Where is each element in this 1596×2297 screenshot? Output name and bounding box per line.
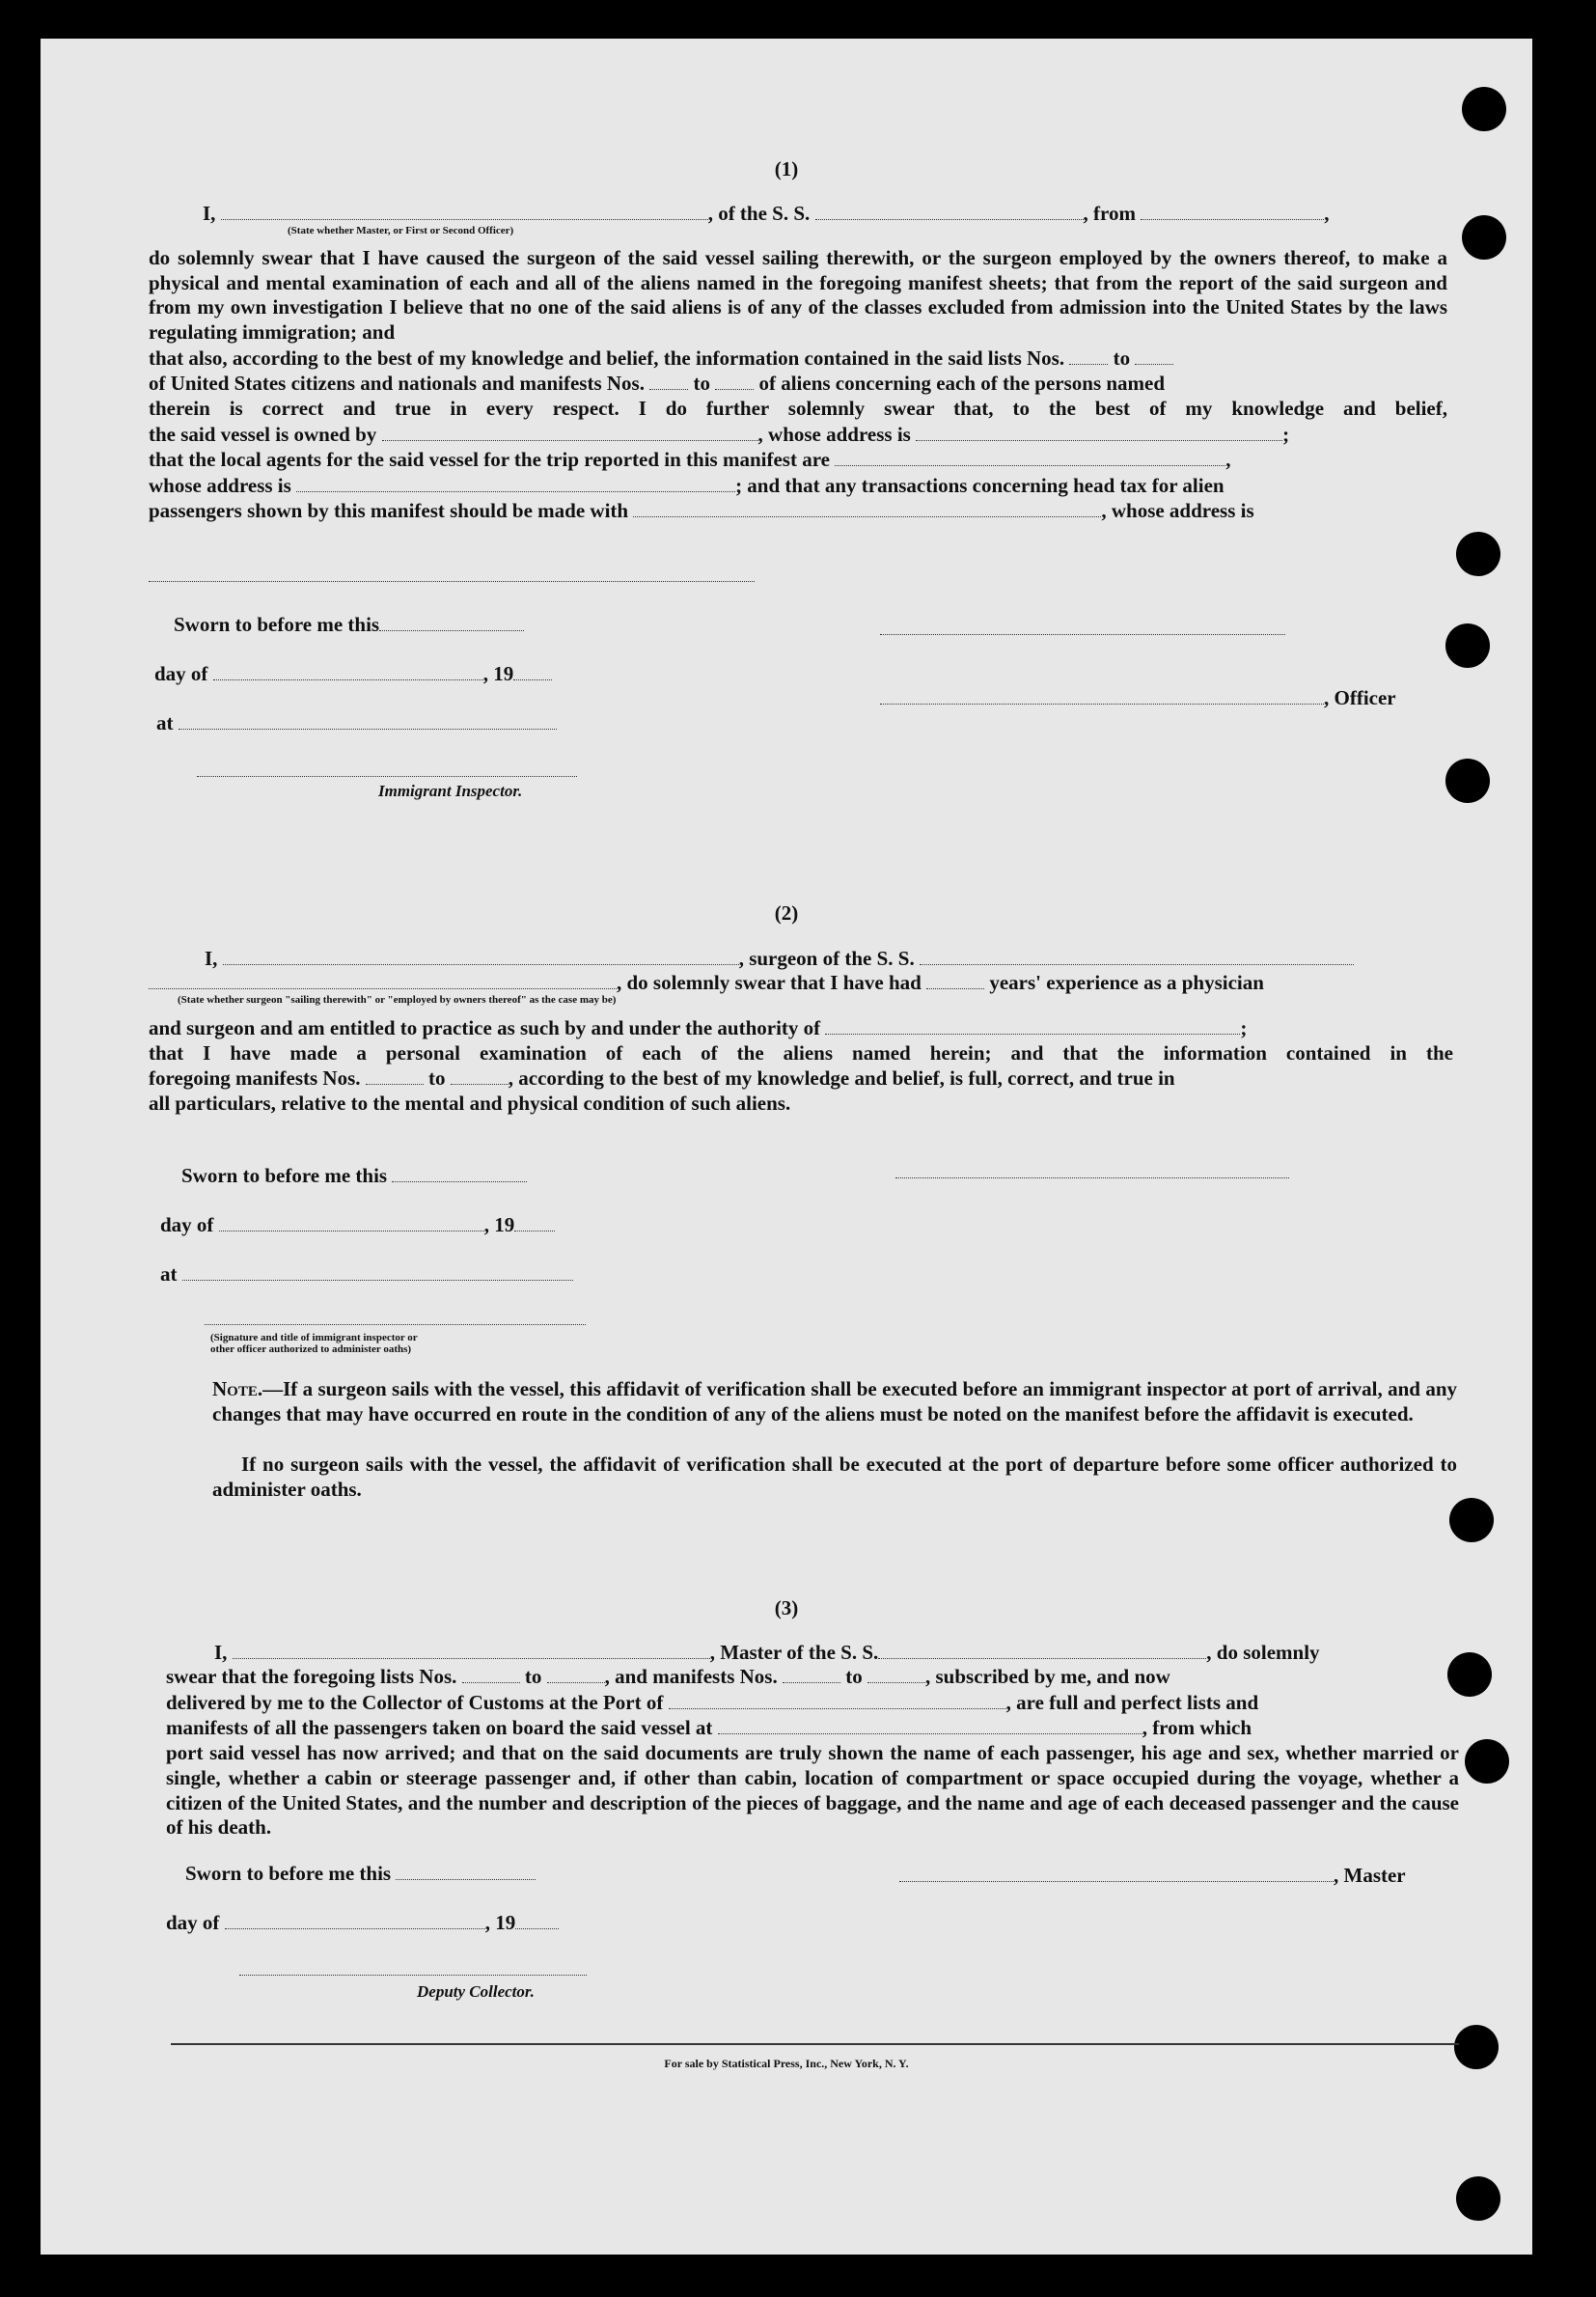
section-1-paragraph xyxy=(149,246,1447,524)
sworn-date-field[interactable] xyxy=(392,1163,527,1182)
text: day of xyxy=(160,1212,214,1236)
surgeon-name-field[interactable] xyxy=(223,946,739,965)
text: , 19 xyxy=(483,1212,515,1236)
text: of United States citizens and nationals and manifests Nos. xyxy=(149,372,645,396)
text: , Officer xyxy=(1324,685,1396,709)
section-2-paragraph xyxy=(149,1015,1453,1117)
section-1-line-1 xyxy=(203,201,1329,226)
inspector-label: Immigrant Inspector. xyxy=(378,782,523,800)
text: do solemnly swear that I have caused the surgeon of the said vessel sailing therewith, or the surgeon employed by the owners thereof, to make a physical and mental examination of each and all of the aliens named in the foregoing manifest sheets; that from the report of the said surgeon and from my own investigation I believe that no one of the said aliens is of any of the classes excluded from admission into the United States by the laws regulating immigration; and xyxy=(149,246,1447,345)
section-2-number: (2) xyxy=(774,901,799,925)
officer-hint: (State whether Master, or First or Second Officer) xyxy=(288,225,514,236)
at-line xyxy=(160,1261,573,1287)
text: Sworn to before me this xyxy=(174,612,380,636)
port-from-field[interactable] xyxy=(1141,201,1324,220)
inspector-signature-field[interactable] xyxy=(197,776,577,777)
lists-from-field[interactable] xyxy=(1069,346,1108,365)
local-agents-field[interactable] xyxy=(835,447,1225,466)
text: , do solemnly swear that I have had xyxy=(617,970,922,994)
section-2-line-1 xyxy=(205,946,1354,971)
text-row xyxy=(149,422,1447,448)
at-field[interactable] xyxy=(179,710,557,730)
text: , whose address is xyxy=(1101,499,1254,523)
manifest-affidavit-page xyxy=(41,39,1532,2255)
text: at xyxy=(156,710,174,734)
text: ; and that any transactions concerning head tax for alien xyxy=(735,473,1225,497)
manifests-to-field[interactable] xyxy=(867,1664,925,1683)
surgeon-signature-field[interactable] xyxy=(895,1177,1289,1178)
text: , from which xyxy=(1142,1716,1252,1740)
at-field[interactable] xyxy=(182,1261,573,1281)
text: port said vessel has now arrived; and that on the said documents are truly shown the name of each passenger, his age and sex, whether married or single, whether a cabin or steerage passenger and, if other than cabin, location of compartment or space occupied during the voyage, whether a citizen of the United States, and the number and description of the pieces of baggage, and the name and age of each deceased passenger and the cause of his death. xyxy=(166,1741,1459,1840)
section-3-number: (3) xyxy=(774,1596,799,1619)
sworn-line xyxy=(185,1861,536,1886)
punch-hole xyxy=(1445,759,1490,803)
day-of-line xyxy=(160,1212,555,1237)
officer-line xyxy=(880,685,1396,710)
manifests-to-field[interactable] xyxy=(715,371,754,390)
text: —If a surgeon sails with the vessel, this affidavit of verification shall be executed before an immigrant inspector at port of arrival, and any changes that may have occurred en route in the condition of any of the aliens must be noted on the manifest before the affidavit is executed. xyxy=(212,1377,1457,1425)
master-name-field[interactable] xyxy=(233,1640,710,1659)
note-block-2 xyxy=(212,1453,1457,1502)
text: the said vessel is owned by xyxy=(149,422,377,446)
surgeon-vessel-field[interactable] xyxy=(920,946,1354,965)
head-tax-contact-field[interactable] xyxy=(633,498,1101,517)
port-field[interactable] xyxy=(669,1690,1006,1709)
text: swear that the foregoing lists Nos. xyxy=(166,1664,457,1688)
master-signature-field[interactable] xyxy=(899,1863,1334,1882)
text-row xyxy=(149,1015,1453,1041)
text: , xyxy=(1225,448,1231,472)
owner-field[interactable] xyxy=(382,422,758,441)
head-tax-address-field[interactable] xyxy=(149,581,755,582)
surgeon-status-field[interactable] xyxy=(149,970,617,989)
text: foregoing manifests Nos. xyxy=(149,1066,361,1091)
section-3-paragraph xyxy=(166,1664,1459,1840)
note-block xyxy=(212,1377,1457,1426)
text-row xyxy=(166,1715,1459,1741)
text: , surgeon of the S. S. xyxy=(738,946,915,970)
owner-address-field[interactable] xyxy=(916,422,1282,441)
year-field[interactable] xyxy=(513,661,552,680)
text: all particulars, relative to the mental and physical condition of such aliens. xyxy=(149,1091,791,1115)
text: manifests of all the passengers taken on board the said vessel at xyxy=(166,1716,713,1740)
text: to xyxy=(693,372,710,396)
text: at xyxy=(160,1261,178,1286)
authority-field[interactable] xyxy=(825,1015,1240,1035)
text: Sworn to before me this xyxy=(181,1163,388,1187)
master-line xyxy=(899,1863,1406,1888)
text-row xyxy=(149,346,1447,372)
text: to xyxy=(845,1664,863,1688)
officer-name-field[interactable] xyxy=(221,201,708,220)
text: ; xyxy=(1240,1015,1248,1039)
manifests-from-field[interactable] xyxy=(649,371,688,390)
text: , are full and perfect lists and xyxy=(1005,1690,1259,1714)
text: , and manifests Nos. xyxy=(604,1664,778,1688)
manifests-from-field[interactable] xyxy=(783,1664,840,1683)
text: , whose address is xyxy=(757,422,911,446)
year-field[interactable] xyxy=(515,1910,559,1929)
text: , of the S. S. xyxy=(707,201,811,225)
punch-hole xyxy=(1462,215,1506,260)
text: that also, according to the best of my knowledge and belief, the information contained in the said lists Nos. xyxy=(149,346,1065,370)
vessel-name-field[interactable] xyxy=(815,201,1084,220)
sworn-date-field[interactable] xyxy=(396,1861,536,1880)
text: that I have made a personal examination of each of the aliens named herein; and that the information contained in the xyxy=(149,1040,1453,1065)
footer-rule xyxy=(171,2043,1459,2045)
manifests-to-field[interactable] xyxy=(451,1065,509,1085)
sworn-line xyxy=(174,612,524,637)
text: , Master xyxy=(1334,1863,1406,1887)
text: I, xyxy=(214,1640,228,1664)
port-of-embarkation-field[interactable] xyxy=(718,1715,1142,1734)
collector-label: Deputy Collector. xyxy=(417,1982,535,2001)
punch-hole xyxy=(1449,1498,1494,1542)
section-3-line-1 xyxy=(214,1640,1320,1665)
text: , according to the best of my knowledge and belief, is full, correct, and true in xyxy=(508,1066,1175,1091)
manifests-from-field[interactable] xyxy=(366,1065,424,1085)
text-row xyxy=(166,1690,1459,1716)
text: If no surgeon sails with the vessel, the affidavit of verification shall be executed at the port of departure before some officer authorized to administer oaths. xyxy=(212,1453,1457,1501)
signature-hint xyxy=(210,1332,418,1355)
text: years' experience as a physician xyxy=(989,970,1264,994)
text: day of xyxy=(166,1910,220,1934)
section-1-number: (1) xyxy=(774,157,799,180)
year-field[interactable] xyxy=(514,1212,555,1232)
text: , do solemnly xyxy=(1206,1640,1320,1664)
text: , 19 xyxy=(484,1910,516,1934)
at-line xyxy=(156,710,557,735)
text-row xyxy=(149,498,1447,524)
vessel-name-field[interactable] xyxy=(878,1640,1206,1659)
punch-hole xyxy=(1462,87,1506,131)
text: I, xyxy=(205,946,218,970)
inspector-signature-field[interactable] xyxy=(205,1324,586,1325)
text-row xyxy=(149,473,1447,499)
day-of-line xyxy=(154,661,552,686)
day-of-field[interactable] xyxy=(219,1212,484,1232)
footer-imprint: For sale by Statistical Press, Inc., New York, N. Y. xyxy=(664,2057,909,2070)
text: therein is correct and true in every respect. I do further solemnly swear that, to the best of my knowledge and belief, xyxy=(149,397,1447,420)
day-of-line xyxy=(166,1910,559,1935)
text: , Master of the S. S. xyxy=(709,1640,879,1664)
years-field[interactable] xyxy=(926,970,984,989)
punch-hole xyxy=(1445,623,1490,668)
text: other officer authorized to administer oaths) xyxy=(210,1343,412,1355)
text: to xyxy=(524,1664,542,1688)
text: , 19 xyxy=(482,661,514,685)
text: , from xyxy=(1083,201,1136,225)
lists-to-field[interactable] xyxy=(547,1664,605,1683)
day-of-field[interactable] xyxy=(225,1910,485,1929)
section-2-line-2 xyxy=(149,970,1264,995)
sworn-date-field[interactable] xyxy=(379,612,524,631)
text: and surgeon and am entitled to practice as such by and under the authority of xyxy=(149,1015,821,1039)
text: to xyxy=(1113,346,1131,370)
text-row xyxy=(149,1065,1453,1092)
text: delivered by me to the Collector of Customs at the Port of xyxy=(166,1690,664,1714)
text: ; xyxy=(1282,422,1290,446)
officer-signature-field[interactable] xyxy=(880,685,1324,705)
text: , xyxy=(1324,201,1330,225)
lists-to-field[interactable] xyxy=(1135,346,1173,365)
punch-hole xyxy=(1456,2176,1500,2221)
text: day of xyxy=(154,661,208,685)
text: (Signature and title of immigrant inspector or xyxy=(210,1332,418,1343)
punch-hole xyxy=(1465,1739,1509,1784)
text-row xyxy=(149,447,1447,473)
text-row xyxy=(166,1664,1459,1690)
text: whose address is xyxy=(149,473,291,497)
text: of aliens concerning each of the persons named xyxy=(758,372,1166,396)
text: Sworn to before me this xyxy=(185,1861,392,1885)
surgeon-hint: (State whether surgeon "sailing therewith" or "employed by owners thereof" as the case may be) xyxy=(178,994,617,1006)
agents-address-field[interactable] xyxy=(296,473,735,492)
text: that the local agents for the said vessel for the trip reported in this manifest are xyxy=(149,448,830,472)
text: to xyxy=(428,1066,446,1091)
day-of-field[interactable] xyxy=(213,661,483,680)
text: passengers shown by this manifest should be made with xyxy=(149,499,629,523)
text-row xyxy=(212,1377,1457,1426)
text: I, xyxy=(203,201,216,225)
collector-signature-field[interactable] xyxy=(239,1975,587,1976)
lists-from-field[interactable] xyxy=(462,1664,520,1683)
officer-name-signature-field[interactable] xyxy=(880,634,1285,635)
text: , subscribed by me, and now xyxy=(924,1664,1170,1688)
note-label: Note. xyxy=(212,1377,263,1400)
punch-hole xyxy=(1456,532,1500,576)
sworn-line xyxy=(181,1163,527,1188)
text-row xyxy=(149,371,1447,397)
